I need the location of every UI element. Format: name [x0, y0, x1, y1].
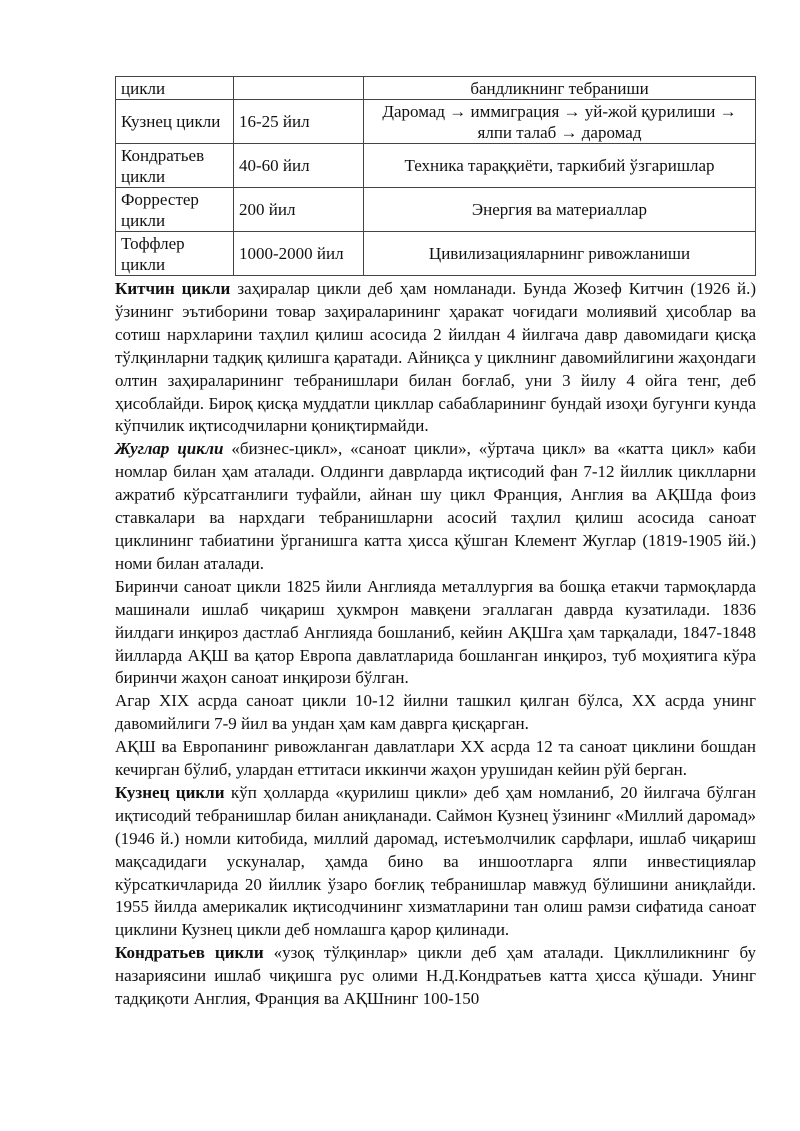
paragraph-kondratiev [115, 942, 756, 1011]
paragraph-xix-century [115, 690, 756, 736]
cycle-name-cell: цикли [116, 77, 234, 100]
paragraph-body: Агар XIX асрда саноат цикли 10-12 йилни ташкил қилган бўлса, XX асрда унинг давомийлиги 7-9 йил ва ундан ҳам кам даврга қисқарган. [115, 691, 756, 734]
cycle-factors-cell: Энергия ва материаллар [364, 188, 756, 232]
table-row [116, 100, 756, 144]
paragraph-body: заҳиралар цикли деб ҳам номланади. Бунда Жозеф Китчин (1926 й.) ўзининг эътиборини товар заҳираларининг ҳаракат чоғидаги молиявий ҳисоблар ва сотиш нархларини таҳлил қилиш асосида 2 йилдан 4 йилгача давр давомидаги қисқа тўлқинларни тадқиқ қилишга қаратади. Айниқса у циклнинг давомийлигини жаҳондаги олтин заҳираларининг тебранишлари билан боғлаб, уни 3 йилу 4 ойга тенг, деб ҳисоблайди. Бироқ қисқа муддатли цикллар сабабларининг бундай изоҳи бугунги кунда кўпчилик иқтисодчиларни қониқтирмайди. [115, 279, 756, 436]
cycle-period-cell: 200 йил [234, 188, 364, 232]
table-row [116, 77, 756, 100]
paragraph-first-industrial-cycle [115, 576, 756, 691]
cycle-factors-cell: Даромад → иммиграция → уй-жой қурилиши → ялпи талаб → даромад [364, 100, 756, 144]
paragraph-body: АҚШ ва Европанинг ривожланган давлатлари XX асрда 12 та саноат циклини бошдан кечирган бўлиб, улардан еттитаси иккинчи жаҳон урушидан кейин рўй берган. [115, 737, 756, 780]
cycle-factors-cell: бандликнинг тебраниши [364, 77, 756, 100]
paragraph-usa-europe [115, 736, 756, 782]
paragraph-term: Кондратьев цикли [115, 943, 264, 963]
cycle-period-cell: 1000-2000 йил [234, 232, 364, 276]
table-row [116, 144, 756, 188]
paragraph-juglar [115, 438, 756, 575]
cycle-name-cell: Кузнец цикли [116, 100, 234, 144]
cycle-name-cell: Форрестер цикли [116, 188, 234, 232]
paragraph-term: Китчин цикли [115, 279, 231, 298]
cycle-factors-cell: Техника тараққиёти, таркибий ўзгаришлар [364, 144, 756, 188]
paragraph-body: Биринчи саноат цикли 1825 йили Англияда металлургия ва бошқа етакчи тармоқларда машинали ишлаб чиқариш ҳукмрон мавқени эгаллаган даврда кузатилади. 1836 йилдаги инқироз дастлаб Англияда бошланиб, кейин АҚШга ҳам тарқалади, 1847-1848 йилларда АҚШ ва қатор Европа давлатларида бошланган инқироз, туб моҳиятига кўра биринчи жаҳон саноат инқирози бўлган. [115, 576, 756, 688]
cycle-period-cell: 40-60 йил [234, 144, 364, 188]
body-text [115, 278, 756, 1011]
paragraph-term: Жуглар цикли [115, 439, 224, 459]
table-row [116, 232, 756, 276]
document-page [115, 76, 756, 1011]
paragraph-kitchin [115, 278, 756, 438]
cycle-name-cell: Тоффлер цикли [116, 232, 234, 276]
paragraph-body: кўп ҳолларда «қурилиш цикли» деб ҳам номланиб, 20 йилгача бўлган иқтисодий тебранишлар билан аниқланади. Саймон Кузнец ўзининг «Миллий даромад» (1946 й.) номли китобида, миллий даромад, истеъмолчилик сарфлари, ишлаб чиқариш мақсадидаги ускуналар, ҳамда бино ва иншоотларга ялпи инвестициялар кўрсаткичларида 20 йиллик ўзаро боғлиқ тебранишлар мавжуд бўлишини аниқлайди. 1955 йилда америкалик иқтисодчининг хизматларини тан олиш рамзи сифатида саноат циклини Кузнец цикли деб номлашга қарор қилинади. [115, 782, 757, 940]
paragraph-body: «узоқ тўлқинлар» цикли деб ҳам аталади. Цикллиликнинг бу назариясини ишлаб чиқишга рус олими Н.Д.Кондратьев катта ҳисса қўшади. Унинг тадқиқоти Англия, Франция ва АҚШнинг 100-150 [115, 943, 756, 1009]
cycle-name-cell: Кондратьев цикли [116, 144, 234, 188]
cycle-period-cell [234, 77, 364, 100]
paragraph-body: «бизнес-цикл», «саноат цикли», «ўртача цикл» ва «катта цикл» каби номлар билан ҳам аталади. Олдинги даврларда иқтисодий фан 7-12 йиллик циклларни ажратиб кўрсатганлиги туфайли, айнан шу цикл Франция, Англия ва АҚШда фоиз ставкалари ва нархдаги тебранишларни асосий таҳлил қилиш асосида саноат циклининг табиатини ўрганишга катта ҳисса қўшган Клемент Жуглар (1819-1905 йй.) номи билан аталади. [115, 439, 757, 573]
paragraph-term: Кузнец цикли [115, 782, 225, 802]
table-row [116, 188, 756, 232]
cycle-period-cell: 16-25 йил [234, 100, 364, 144]
cycle-factors-cell: Цивилизацияларнинг ривожланиши [364, 232, 756, 276]
cycles-table [115, 76, 756, 276]
paragraph-kuznets [115, 782, 756, 942]
